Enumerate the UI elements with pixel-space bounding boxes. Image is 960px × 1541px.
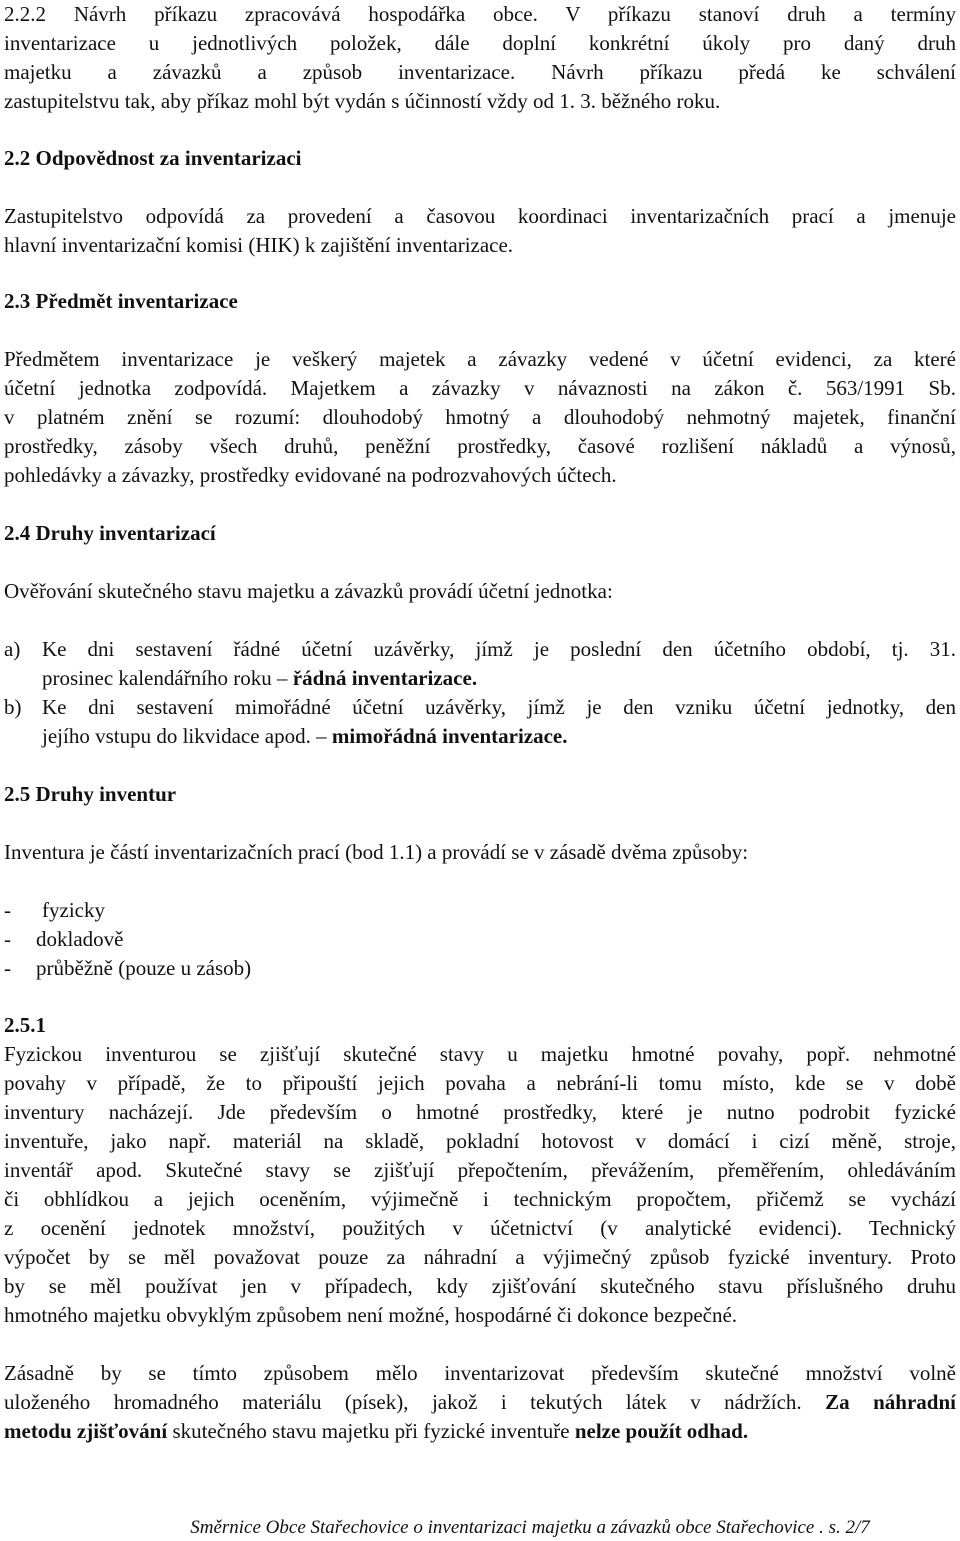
text-line: Ke dni sestavení řádné účetní uzávěrky, jímž je poslední den účetního období, tj. 31.: [42, 637, 956, 661]
text-line: inventář apod. Skutečné stavy se zjišťují přepočtením, převážením, přeměřením, ohledáváním: [4, 1158, 956, 1182]
text-line: prosinec kalendářního roku –: [42, 666, 288, 690]
text-line: 2.2.2 Návrh příkazu zpracovává hospodářka obce. V příkazu stanoví druh a termíny: [4, 2, 956, 26]
text-line: zastupitelstvu tak, aby příkaz mohl být vydán s účinností vždy od 1. 3. běžného roku.: [4, 89, 721, 113]
section-2-5-intro: Inventura je částí inventarizačních prací (bod 1.1) a provádí se v zásadě dvěma způsoby:: [4, 840, 749, 864]
list-item: [4, 896, 956, 925]
text-line: by se měl používat jen v případech, kdy zjišťování skutečného stavu příslušného druhu: [4, 1274, 956, 1298]
text-line: účetní jednotka zodpovídá. Majetkem a závazky v návaznosti na zákon č. 563/1991 Sb.: [4, 376, 956, 400]
bold-term: mimořádná inventarizace.: [331, 724, 568, 748]
list-item: [4, 635, 956, 693]
text-line: inventury nacházejí. Jde především o hmotné prostředky, které je nutno podrobit fyzické: [4, 1100, 956, 1124]
list-marker: b): [4, 695, 22, 719]
text-line: inventuře, jako např. materiál na skladě, pokladní hotovost v domácí i cizí měně, stroje,: [4, 1129, 956, 1153]
section-2-3-body: [4, 345, 956, 490]
text-line: pohledávky a závazky, prostředky evidované na podrozvahových účtech.: [4, 463, 617, 487]
text-span: skutečného stavu majetku při fyzické inventuře: [172, 1419, 570, 1443]
text-line: inventarizace u jednotlivých položek, dále doplní konkrétní úkoly pro daný druh: [4, 31, 956, 55]
list-marker: -: [4, 956, 11, 980]
list-marker: -: [4, 898, 11, 922]
heading-2-3: 2.3 Předmět inventarizace: [4, 289, 238, 313]
section-2-4-intro: Ověřování skutečného stavu majetku a závazků provádí účetní jednotka:: [4, 579, 613, 603]
text-line: Předmětem inventarizace je veškerý majetek a závazky vedené v účetní evidenci, za které: [4, 347, 956, 371]
heading-2-5-1: 2.5.1: [4, 1013, 46, 1037]
bold-term: řádná inventarizace.: [292, 666, 478, 690]
heading-2-2: 2.2 Odpovědnost za inventarizaci: [4, 146, 302, 170]
list-marker: -: [4, 927, 11, 951]
bold-term: metodu zjišťování: [4, 1419, 168, 1443]
text-line: Zásadně by se tímto způsobem mělo inventarizovat především skutečné množství volně: [4, 1361, 956, 1385]
text-span: uloženého hromadného materiálu (písek), jakož i tekutých látek v nádržích.: [4, 1390, 802, 1414]
list-marker: a): [4, 637, 21, 661]
section-2-5-1-paragraph-2: [4, 1359, 956, 1446]
text-line: [4, 1388, 956, 1417]
text-line: jejího vstupu do likvidace apod. –: [42, 724, 327, 748]
text-line: v platném znění se rozumí: dlouhodobý hmotný a dlouhodobý nehmotný majetek, finanční: [4, 405, 956, 429]
list-item-text: fyzicky: [42, 898, 105, 922]
section-2-2-2: [4, 0, 956, 116]
text-line: či obhlídkou a jejich oceněním, výjimečně i technickým propočtem, přičemž se vychází: [4, 1187, 956, 1211]
text-line: výpočet by se měl považovat pouze za náhradní a výjimečný způsob fyzické inventury. Proto: [4, 1245, 956, 1269]
text-line: Zastupitelstvo odpovídá za provedení a časovou koordinaci inventarizačních prací a jmenuje: [4, 204, 956, 228]
list-item-text: průběžně (pouze u zásob): [36, 956, 252, 980]
heading-2-5: 2.5 Druhy inventur: [4, 782, 177, 806]
section-2-2-body: [4, 202, 956, 260]
heading-2-4: 2.4 Druhy inventarizací: [4, 521, 216, 545]
inventory-methods-list: [4, 896, 956, 983]
list-item: [4, 693, 956, 751]
list-item: [4, 925, 956, 954]
list-item-text: dokladově: [36, 927, 124, 951]
text-line: prostředky, zásoby všech druhů, peněžní prostředky, časové rozlišení nákladů a výnosů,: [4, 434, 956, 458]
page-footer: Směrnice Obce Stařechovice o inventarizaci majetku a závazků obce Stařechovice . s. 2/7: [190, 1517, 870, 1538]
text-line: hlavní inventarizační komisi (HIK) k zajištění inventarizace.: [4, 233, 514, 257]
text-line: [4, 1417, 956, 1446]
text-line: Fyzickou inventurou se zjišťují skutečné stavy u majetku hmotné povahy, popř. nehmotné: [4, 1042, 956, 1066]
text-line: Ke dni sestavení mimořádné účetní uzávěrky, jímž je den vzniku účetní jednotky, den: [42, 695, 956, 719]
text-line: hmotného majetku obvyklým způsobem není možné, hospodárné či dokonce bezpečné.: [4, 1303, 738, 1327]
text-line: majetku a závazků a způsob inventarizace. Návrh příkazu předá ke schválení: [4, 60, 956, 84]
text-line: z ocenění jednotek množství, použitých v účetnictví (v analytické evidenci). Technický: [4, 1216, 956, 1240]
text-line: povahy v případě, že to připouští jejich povaha a nebrání-li tomu místo, kde se v době: [4, 1071, 956, 1095]
list-item: [4, 954, 956, 983]
inventarization-types-list: [4, 635, 956, 751]
section-2-5-1-body: [4, 1040, 956, 1330]
bold-term: nelze použít odhad.: [574, 1419, 749, 1443]
bold-term: Za náhradní: [825, 1390, 956, 1414]
